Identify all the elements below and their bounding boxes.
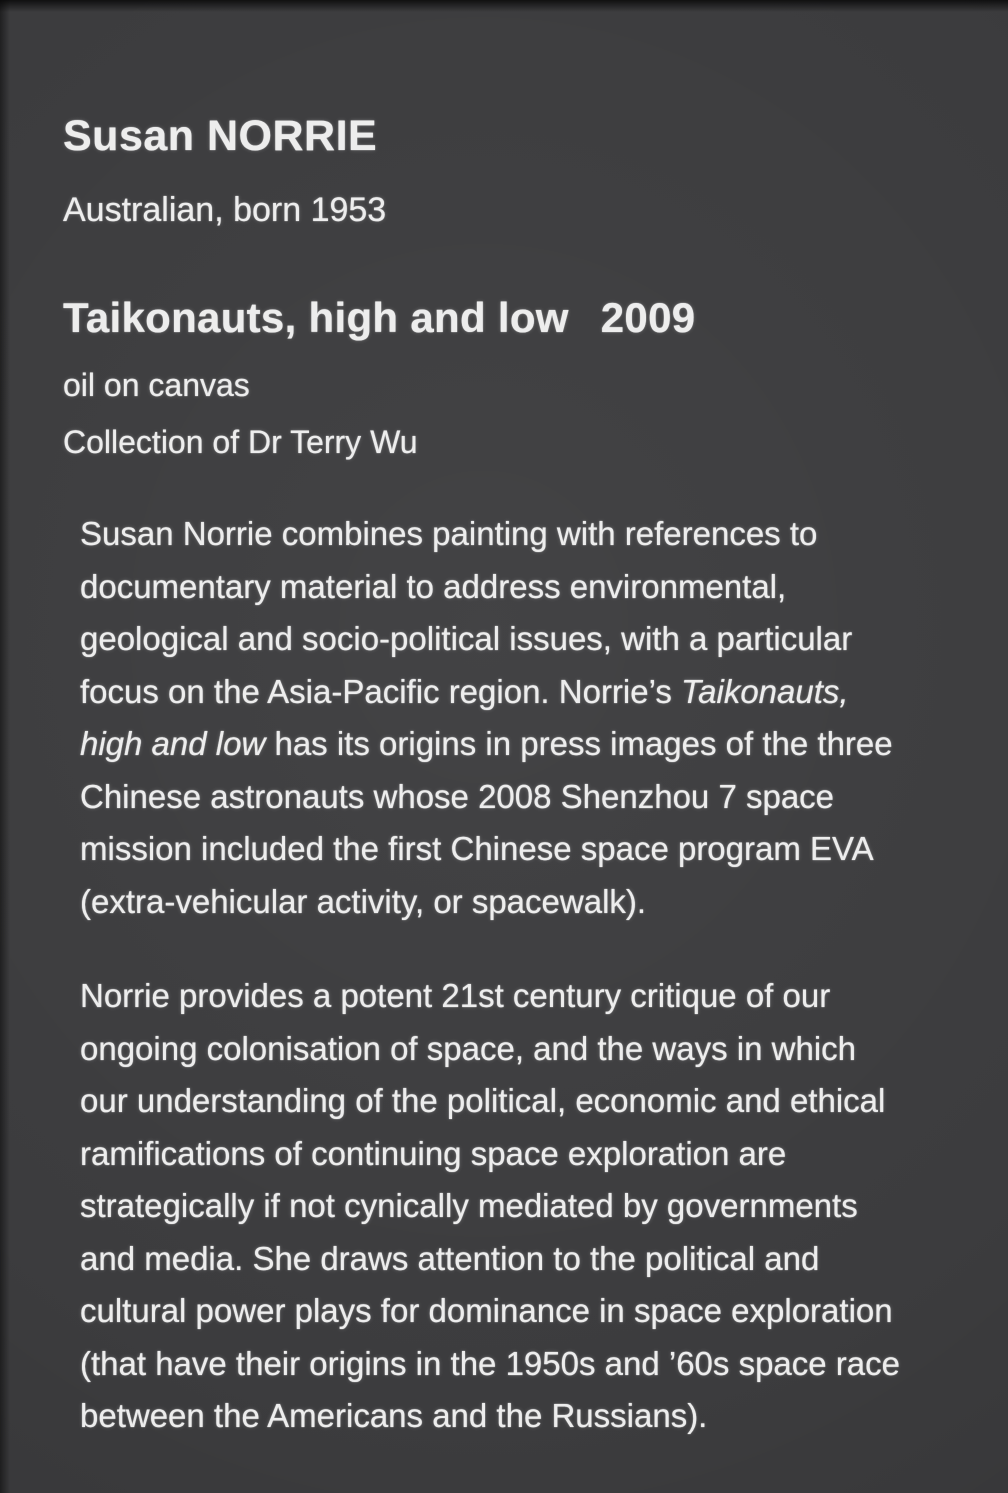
text-segment: strategically if not cynically mediated by governments: [80, 1187, 858, 1224]
text-segment: cultural power plays for dominance in space exploration: [80, 1292, 893, 1329]
artist-name: Susan NORRIE: [63, 112, 378, 160]
text-segment: geological and socio-political issues, with a particular: [80, 620, 853, 657]
credit-line: Collection of Dr Terry Wu: [63, 424, 418, 460]
text-line: [80, 1180, 972, 1233]
text-line: [80, 970, 972, 1023]
text-segment: focus on the Asia-Pacific region. Norrie’s: [80, 672, 682, 710]
text-segment: ramifications of continuing space exploration are: [80, 1134, 787, 1172]
text-segment: our understanding of the political, economic and ethical: [80, 1082, 886, 1119]
text-line: [80, 876, 972, 929]
text-line: [80, 1023, 972, 1076]
text-line: [80, 1075, 972, 1128]
text-line: [80, 771, 972, 824]
text-line: [80, 1338, 972, 1391]
text-segment: and media. She draws attention to the political and: [80, 1239, 820, 1277]
label-description: [80, 508, 972, 1443]
artwork-medium: oil on canvas: [63, 367, 250, 403]
text-line: [80, 1390, 972, 1443]
text-segment: Norrie provides a potent 21st century critique of our: [80, 977, 831, 1014]
artwork-year: 2009: [600, 294, 696, 341]
text-segment: mission included the first Chinese space program EVA: [80, 830, 874, 867]
label-content: [63, 112, 972, 1485]
text-line: [80, 666, 972, 719]
artist-details: Australian, born 1953: [63, 191, 387, 229]
text-segment: documentary material to address environmental,: [80, 567, 787, 605]
text-line: [80, 561, 972, 614]
text-segment: has its origins in press images of the three: [265, 725, 893, 762]
text-segment: Susan Norrie combines painting with references to: [80, 515, 818, 552]
text-segment: (that have their origins in the 1950s and ’60s space race: [80, 1344, 901, 1382]
text-segment: Chinese astronauts whose 2008 Shenzhou 7 space: [80, 777, 835, 815]
label-paragraph: [80, 508, 972, 928]
text-line: [80, 613, 972, 666]
text-segment: (extra-vehicular activity, or spacewalk).: [80, 882, 647, 920]
text-line: [80, 1128, 972, 1181]
text-segment: ongoing colonisation of space, and the ways in which: [80, 1029, 856, 1067]
text-line: [80, 508, 972, 561]
artwork-title-inline-italic: high and low: [80, 725, 266, 762]
text-line: [80, 1233, 972, 1286]
artwork-title-inline-italic: Taikonauts,: [681, 672, 849, 710]
text-line: [80, 718, 972, 771]
artwork-title: Taikonauts, high and low: [63, 294, 569, 341]
text-line: [80, 1285, 972, 1338]
text-segment: between the Americans and the Russians).: [80, 1397, 708, 1434]
artwork-title-row: [63, 295, 972, 341]
label-paragraph: [80, 970, 972, 1443]
text-line: [80, 823, 972, 876]
